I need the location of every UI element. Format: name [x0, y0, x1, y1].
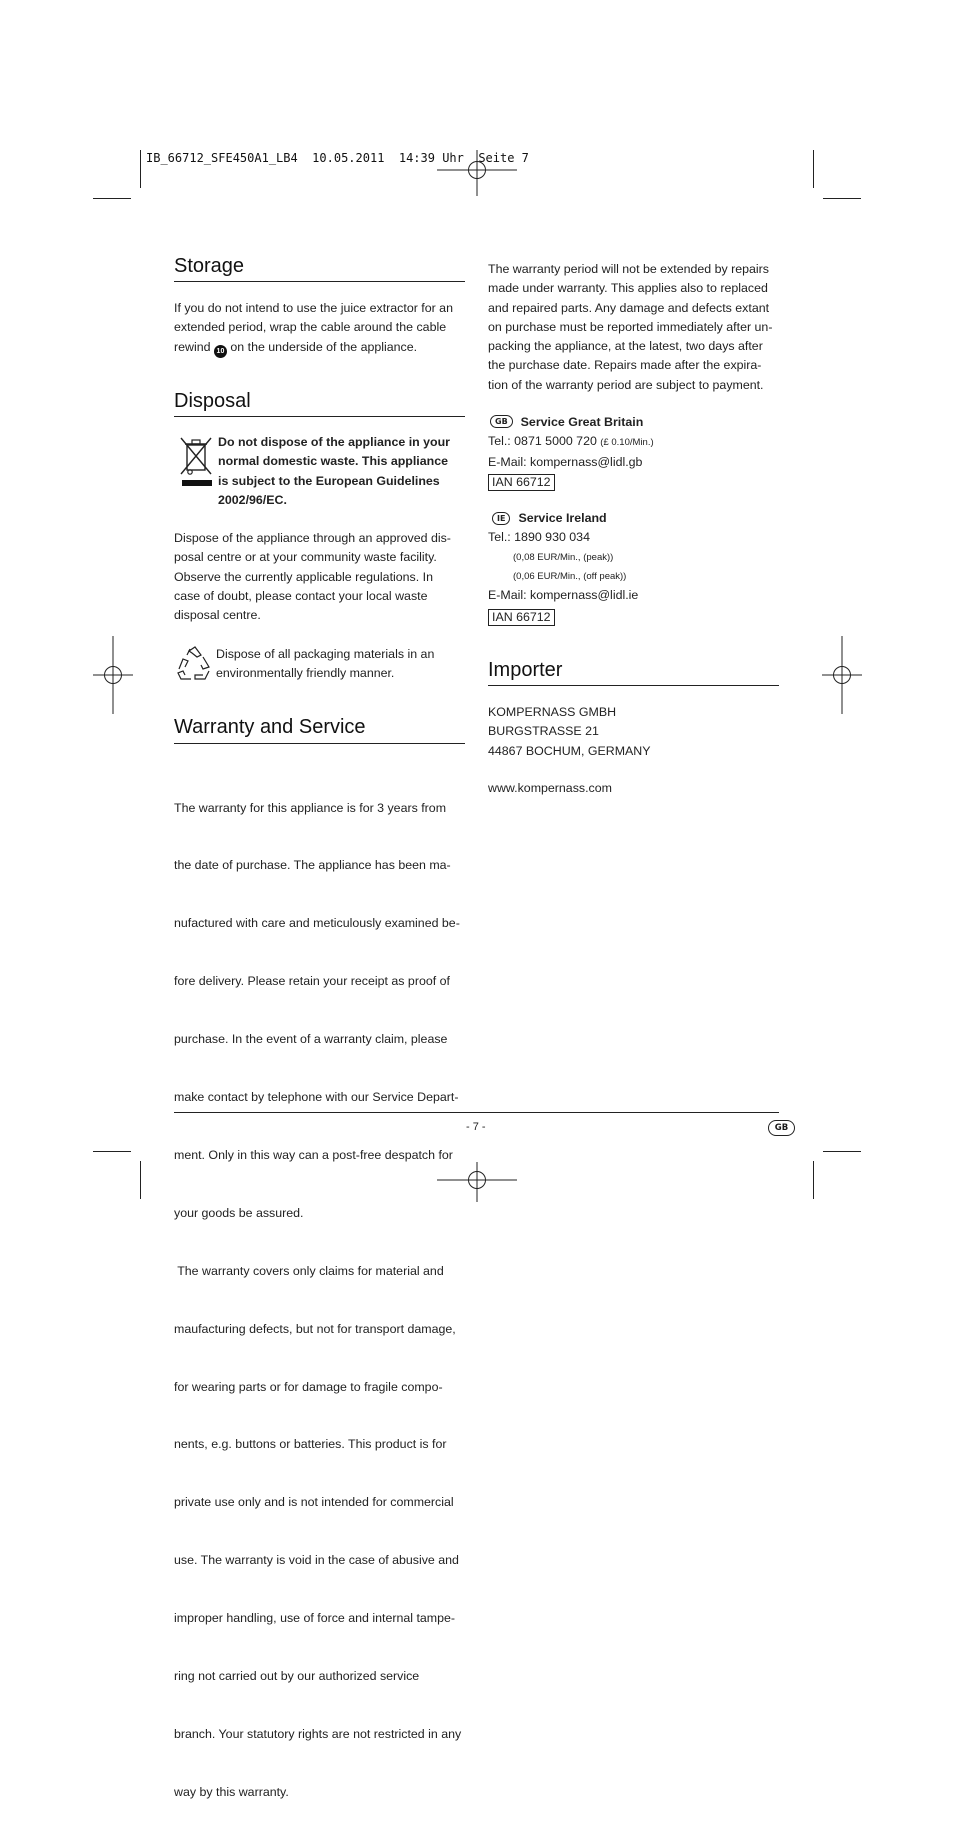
service-ie-rate-offpeak: (0,06 EUR/Min., (off peak)): [513, 570, 627, 582]
print-slug: IB_66712_SFE450A1_LB4 10.05.2011 14:39 Uhr Seite 7: [146, 151, 529, 165]
service-gb-rate: (£ 0.10/Min.): [600, 437, 654, 449]
warranty-heading: Warranty and Service: [174, 716, 366, 738]
service-gb-email: E-Mail: kompernass@lidl.gb: [488, 454, 643, 469]
footer-gb-badge: GB: [768, 1120, 795, 1136]
disposal-text: Dispose of the appliance through an approved dis- posal centre or at your community waste facility. Observe the currently applicable regulations. In case of doubt, please contact your local waste disposal centre.: [174, 531, 451, 623]
service-ie-ian: IAN 66712: [488, 609, 555, 626]
service-gb-ian: IAN 66712: [488, 474, 555, 491]
footer-rule: [174, 1112, 779, 1113]
storage-heading: Storage: [174, 255, 245, 277]
crossed-bin-icon: [176, 434, 216, 490]
registration-mark-right: [822, 636, 862, 714]
recycle-icon: [175, 645, 215, 685]
storage-rule: [174, 281, 465, 282]
importer-heading: Importer: [488, 659, 563, 681]
warranty-extension-text: The warranty period will not be extended by repairs made under warranty. This applies also to replaced and repaired parts. Any damage and defects extant on purchase must be reported immediately after un- packing the appliance, at the latest, two days after the purchase date. Repairs made after the expira- tion of the warranty period are subject to payment.: [488, 262, 773, 392]
service-gb-block: [488, 413, 788, 492]
storage-text: If you do not intend to use the juice extractor for an extended period, wrap the cable around the cable rewind 10 on the underside of the appliance.: [174, 299, 474, 358]
registration-mark-left: [93, 636, 133, 714]
disposal-rule: [174, 416, 465, 417]
packaging-text: Dispose of all packaging materials in an environmentally friendly manner.: [216, 647, 435, 681]
ie-badge: IE: [492, 512, 510, 525]
disposal-warning: Do not dispose of the appliance in your normal domestic waste. This appliance is subject to the European Guidelines 2002/96/EC.: [218, 435, 450, 507]
warranty-rule: [174, 743, 465, 744]
service-ie-email: E-Mail: kompernass@lidl.ie: [488, 588, 639, 603]
service-ie-block: [488, 509, 788, 628]
importer-website[interactable]: www.kompernass.com: [488, 781, 612, 795]
warranty-text: The warranty for this appliance is for 3 years from the date of purchase. The appliance has been ma- nufactured with care and meticulously examined be- fore delivery. Please retain your receipt as proof of purchase. In the event of a warranty claim, please make contact by telephone with our Service Depart- ment. Only in this way can a post-free despatch for your goods be assured. The warranty covers only claims for material and maufacturing defects, but not for transport damage, for wearing parts or for damage to fragile compo- nents, e.g. buttons or batteries. This product is for private use only and is not intended for commercial use. The warranty is void in the case of abusive and improper handling, use of force and internal tampe- ring not carried out by our authorized service branch. Your statutory rights are not restricted in any way by this warranty.: [174, 800, 462, 1799]
service-gb-title: Service Great Britain: [520, 415, 644, 429]
service-ie-title: Service Ireland: [518, 511, 607, 525]
service-gb-tel: Tel.: 0871 5000 720: [488, 434, 601, 449]
disposal-heading: Disposal: [174, 390, 251, 412]
importer-rule: [488, 685, 779, 686]
service-ie-tel: Tel.: 1890 930 034: [488, 530, 590, 545]
importer-address: KOMPERNASS GMBH BURGSTRASSE 21 44867 BOCHUM, GERMANY: [488, 705, 651, 758]
gb-badge: GB: [490, 415, 513, 428]
service-ie-rate-peak: (0,08 EUR/Min., (peak)): [513, 551, 614, 563]
cable-rewind-badge: 10: [214, 345, 227, 358]
page-number: - 7 -: [466, 1121, 486, 1133]
registration-mark-top: [437, 150, 517, 196]
